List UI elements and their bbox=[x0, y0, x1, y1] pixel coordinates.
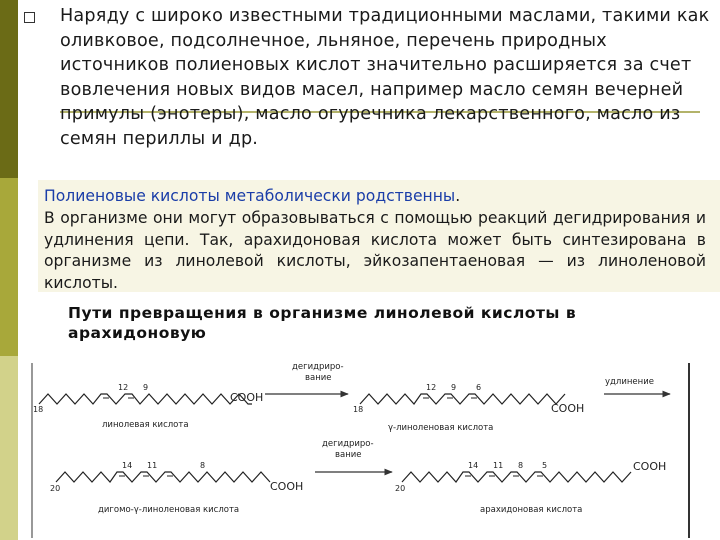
linoleic-chain bbox=[39, 394, 252, 404]
cooh-label: COOH bbox=[230, 391, 264, 404]
step-label-elongation: удлинение bbox=[605, 377, 654, 387]
carbon-number-20: 20 bbox=[395, 484, 406, 493]
acid-name-dihomo-gamma-linolenic: дигомо-γ-линоленовая кислота bbox=[98, 505, 240, 515]
paragraph-body: В организме они могут образовываться с помощью реакций дегидрирования и удлинения цепи. Так, арахидоновая кислота может быть синтезирована в организме из линолевой кислоты, эйкозапентаеновая — из линоленовой кислоты. bbox=[44, 208, 706, 293]
step-label-dehydrogenation: дегидриро-вание bbox=[292, 362, 344, 383]
carbon-number-8: 8 bbox=[518, 461, 524, 470]
carbon-number-14: 14 bbox=[468, 461, 479, 470]
carbon-number-20: 20 bbox=[50, 484, 61, 493]
paragraph-oils: Наряду с широко известными традиционными маслами, такими как оливковое, подсолнечное, льняное, перечень природных источников полиеновых кислот значительно расширяется за счет вовлечения новых видов масел, например масло семян вечерней примулы (энотеры), масло огуречника лекарственного, масло из семян периллы и др. bbox=[60, 6, 710, 149]
square-bullet-icon bbox=[24, 12, 35, 23]
carbon-number-9: 9 bbox=[451, 383, 457, 392]
cooh-label: COOH bbox=[270, 480, 304, 493]
acid-name-linoleic: линолевая кислота bbox=[102, 420, 189, 430]
carbon-number-14: 14 bbox=[122, 461, 133, 470]
acid-name-gamma-linolenic: γ-линоленовая кислота bbox=[388, 423, 494, 433]
step-label-dehydrogenation-2: дегидриро-вание bbox=[322, 439, 374, 460]
carbon-number-12: 12 bbox=[118, 383, 129, 392]
carbon-number-5: 5 bbox=[542, 461, 548, 470]
gamma-linolenic-chain bbox=[360, 394, 565, 404]
sidebar-bar-dark bbox=[0, 0, 18, 178]
paragraph-metabolism: Полиеновые кислоты метаболически родственны. В организме они могут образовываться с помощью реакций дегидрирования и удлинения цепи. Так, арахидоновая кислота может быть синтезирована в организме из линолевой кислоты, эйкозапентаеновая — из линоленовой кислоты. bbox=[44, 187, 706, 293]
conversion-scheme bbox=[30, 360, 698, 540]
carbon-number-12: 12 bbox=[426, 383, 437, 392]
sidebar-bar-mid bbox=[0, 178, 18, 356]
carbon-number-18: 18 bbox=[353, 405, 364, 414]
carbon-number-11: 11 bbox=[147, 461, 158, 470]
cooh-label: COOH bbox=[551, 402, 585, 415]
carbon-number-6: 6 bbox=[476, 383, 482, 392]
acid-name-arachidonic: арахидоновая кислота bbox=[480, 505, 583, 515]
paragraph-lead: Полиеновые кислоты метаболически родственны bbox=[44, 187, 456, 205]
sidebar-bar-light bbox=[0, 356, 18, 540]
carbon-number-11: 11 bbox=[493, 461, 504, 470]
carbon-number-9: 9 bbox=[143, 383, 149, 392]
dihomo-gamma-linolenic-chain bbox=[56, 472, 270, 482]
arachidonic-chain bbox=[402, 472, 631, 482]
carbon-number-8: 8 bbox=[200, 461, 206, 470]
carbon-number-18: 18 bbox=[33, 405, 44, 414]
scheme-heading: Пути превращения в организме линолевой кислоты в арахидоновую bbox=[68, 304, 577, 342]
cooh-label: COOH bbox=[633, 460, 667, 473]
